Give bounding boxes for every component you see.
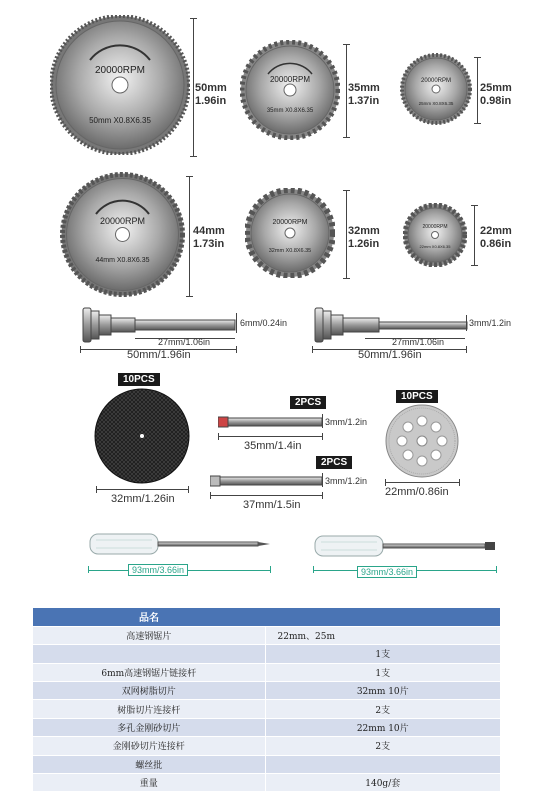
table-cell: 1支 (265, 663, 500, 681)
mandrel-diameter: 6mm/0.24in (240, 318, 288, 328)
table-row (33, 645, 500, 663)
table-cell: 高速钢锯片 (33, 626, 265, 644)
dim-in: 1.96in (195, 95, 227, 107)
rod-icon (210, 473, 322, 489)
dim-mm: 35mm (348, 82, 380, 94)
table-cell: 重量 (33, 774, 265, 792)
screwdriver-length: 93mm/3.66in (357, 566, 417, 578)
table-header-value (265, 608, 500, 626)
table-row (33, 718, 500, 736)
dim-mm: 44mm (193, 225, 225, 237)
rod-icon (218, 414, 322, 430)
table-header-row (33, 608, 500, 626)
saw-blade-icon (240, 40, 340, 140)
blade-spec: 25mm X0.8X6.35 (418, 101, 454, 106)
dim-mm: 50mm (195, 82, 227, 94)
resin-cutting-disc (94, 388, 190, 484)
blade-rpm: 20000RPM (269, 75, 311, 84)
blade-50mm (50, 15, 190, 155)
blade-spec: 22mm X0.8X6.35 (419, 244, 451, 249)
table-row (33, 774, 500, 792)
screwdriver-flat (313, 532, 498, 560)
quantity-badge: 2PCS (316, 456, 352, 469)
mandrel-total-length: 50mm/1.96in (358, 349, 422, 361)
blade-rpm: 20000RPM (94, 65, 146, 76)
rod-diameter: 3mm/1.2in (325, 476, 368, 486)
blade-25mm (400, 53, 472, 125)
saw-blade-icon (245, 188, 335, 278)
resin-disc-icon (94, 388, 190, 484)
table-cell: 6mm高速钢锯片链接杆 (33, 663, 265, 681)
spec-table (33, 608, 500, 792)
blade-rpm: 20000RPM (99, 216, 146, 226)
blade-rpm: 20000RPM (420, 78, 452, 84)
screwdriver-phillips (88, 530, 273, 558)
saw-blade-icon (50, 15, 190, 155)
dim-in: 1.37in (348, 95, 380, 107)
quantity-badge: 2PCS (290, 396, 326, 409)
table-cell: 螺丝批 (33, 755, 265, 773)
blade-spec: 35mm X0.8X6.35 (266, 108, 314, 114)
table-row (33, 737, 500, 755)
rod-diameter: 3mm/1.2in (325, 417, 368, 427)
blade-rpm: 20000RPM (422, 224, 448, 230)
table-cell (33, 645, 265, 663)
blade-rpm: 20000RPM (272, 219, 308, 226)
screwdriver-icon (313, 532, 498, 560)
table-row (33, 626, 500, 644)
resin-disc-diameter: 32mm/1.26in (111, 493, 175, 505)
mandrel-diameter: 3mm/1.2in (469, 318, 512, 328)
dim-mm: 32mm (348, 225, 380, 237)
dim-in: 0.86in (480, 238, 512, 250)
table-cell: 树脂切片连接杆 (33, 700, 265, 718)
table-cell: 22mm、25m (265, 626, 500, 644)
diamond-cutting-disc (385, 404, 459, 478)
quantity-badge: 10PCS (396, 390, 438, 403)
mandrel-total-length: 50mm/1.96in (127, 349, 191, 361)
table-row (33, 663, 500, 681)
blade-spec: 32mm X0.8X6.35 (268, 248, 312, 254)
table-cell (265, 755, 500, 773)
mandrel-rod-37mm (210, 473, 322, 489)
table-cell: 金刚砂切片连接杆 (33, 737, 265, 755)
table-cell: 140g/套 (265, 774, 500, 792)
saw-blade-icon (403, 203, 467, 267)
table-row (33, 682, 500, 700)
mandrel-shaft-length: 27mm/1.06in (392, 337, 445, 347)
table-cell: 1支 (265, 645, 500, 663)
table-row (33, 700, 500, 718)
blade-22mm (403, 203, 467, 267)
rod-length: 37mm/1.5in (243, 499, 301, 511)
diamond-disc-icon (385, 404, 459, 478)
diamond-disc-diameter: 22mm/0.86in (385, 486, 449, 498)
quantity-badge: 10PCS (118, 373, 160, 386)
screwdriver-icon (88, 530, 273, 558)
table-cell: 双网树脂切片 (33, 682, 265, 700)
blade-44mm (60, 172, 185, 297)
dim-in: 0.98in (480, 95, 512, 107)
table-cell: 2支 (265, 737, 500, 755)
blade-spec: 44mm X0.8X6.35 (95, 257, 150, 264)
table-cell: 22mm 10片 (265, 718, 500, 736)
dim-in: 1.73in (193, 238, 225, 250)
table-row (33, 755, 500, 773)
table-cell: 2支 (265, 700, 500, 718)
blade-spec: 50mm X0.8X6.35 (89, 116, 151, 125)
table-cell: 多孔金刚砂切片 (33, 718, 265, 736)
screwdriver-length: 93mm/3.66in (128, 564, 188, 576)
dim-in: 1.26in (348, 238, 380, 250)
rod-length: 35mm/1.4in (244, 440, 302, 452)
mandrel-rod-35mm (218, 414, 322, 430)
mandrel-shaft-length: 27mm/1.06in (158, 337, 211, 347)
saw-blade-icon (400, 53, 472, 125)
saw-blade-icon (60, 172, 185, 297)
table-cell: 32mm 10片 (265, 682, 500, 700)
dim-mm: 22mm (480, 225, 512, 237)
dim-mm: 25mm (480, 82, 512, 94)
table-header-name: 品名 (33, 608, 265, 626)
blade-32mm (245, 188, 335, 278)
blade-35mm (240, 40, 340, 140)
